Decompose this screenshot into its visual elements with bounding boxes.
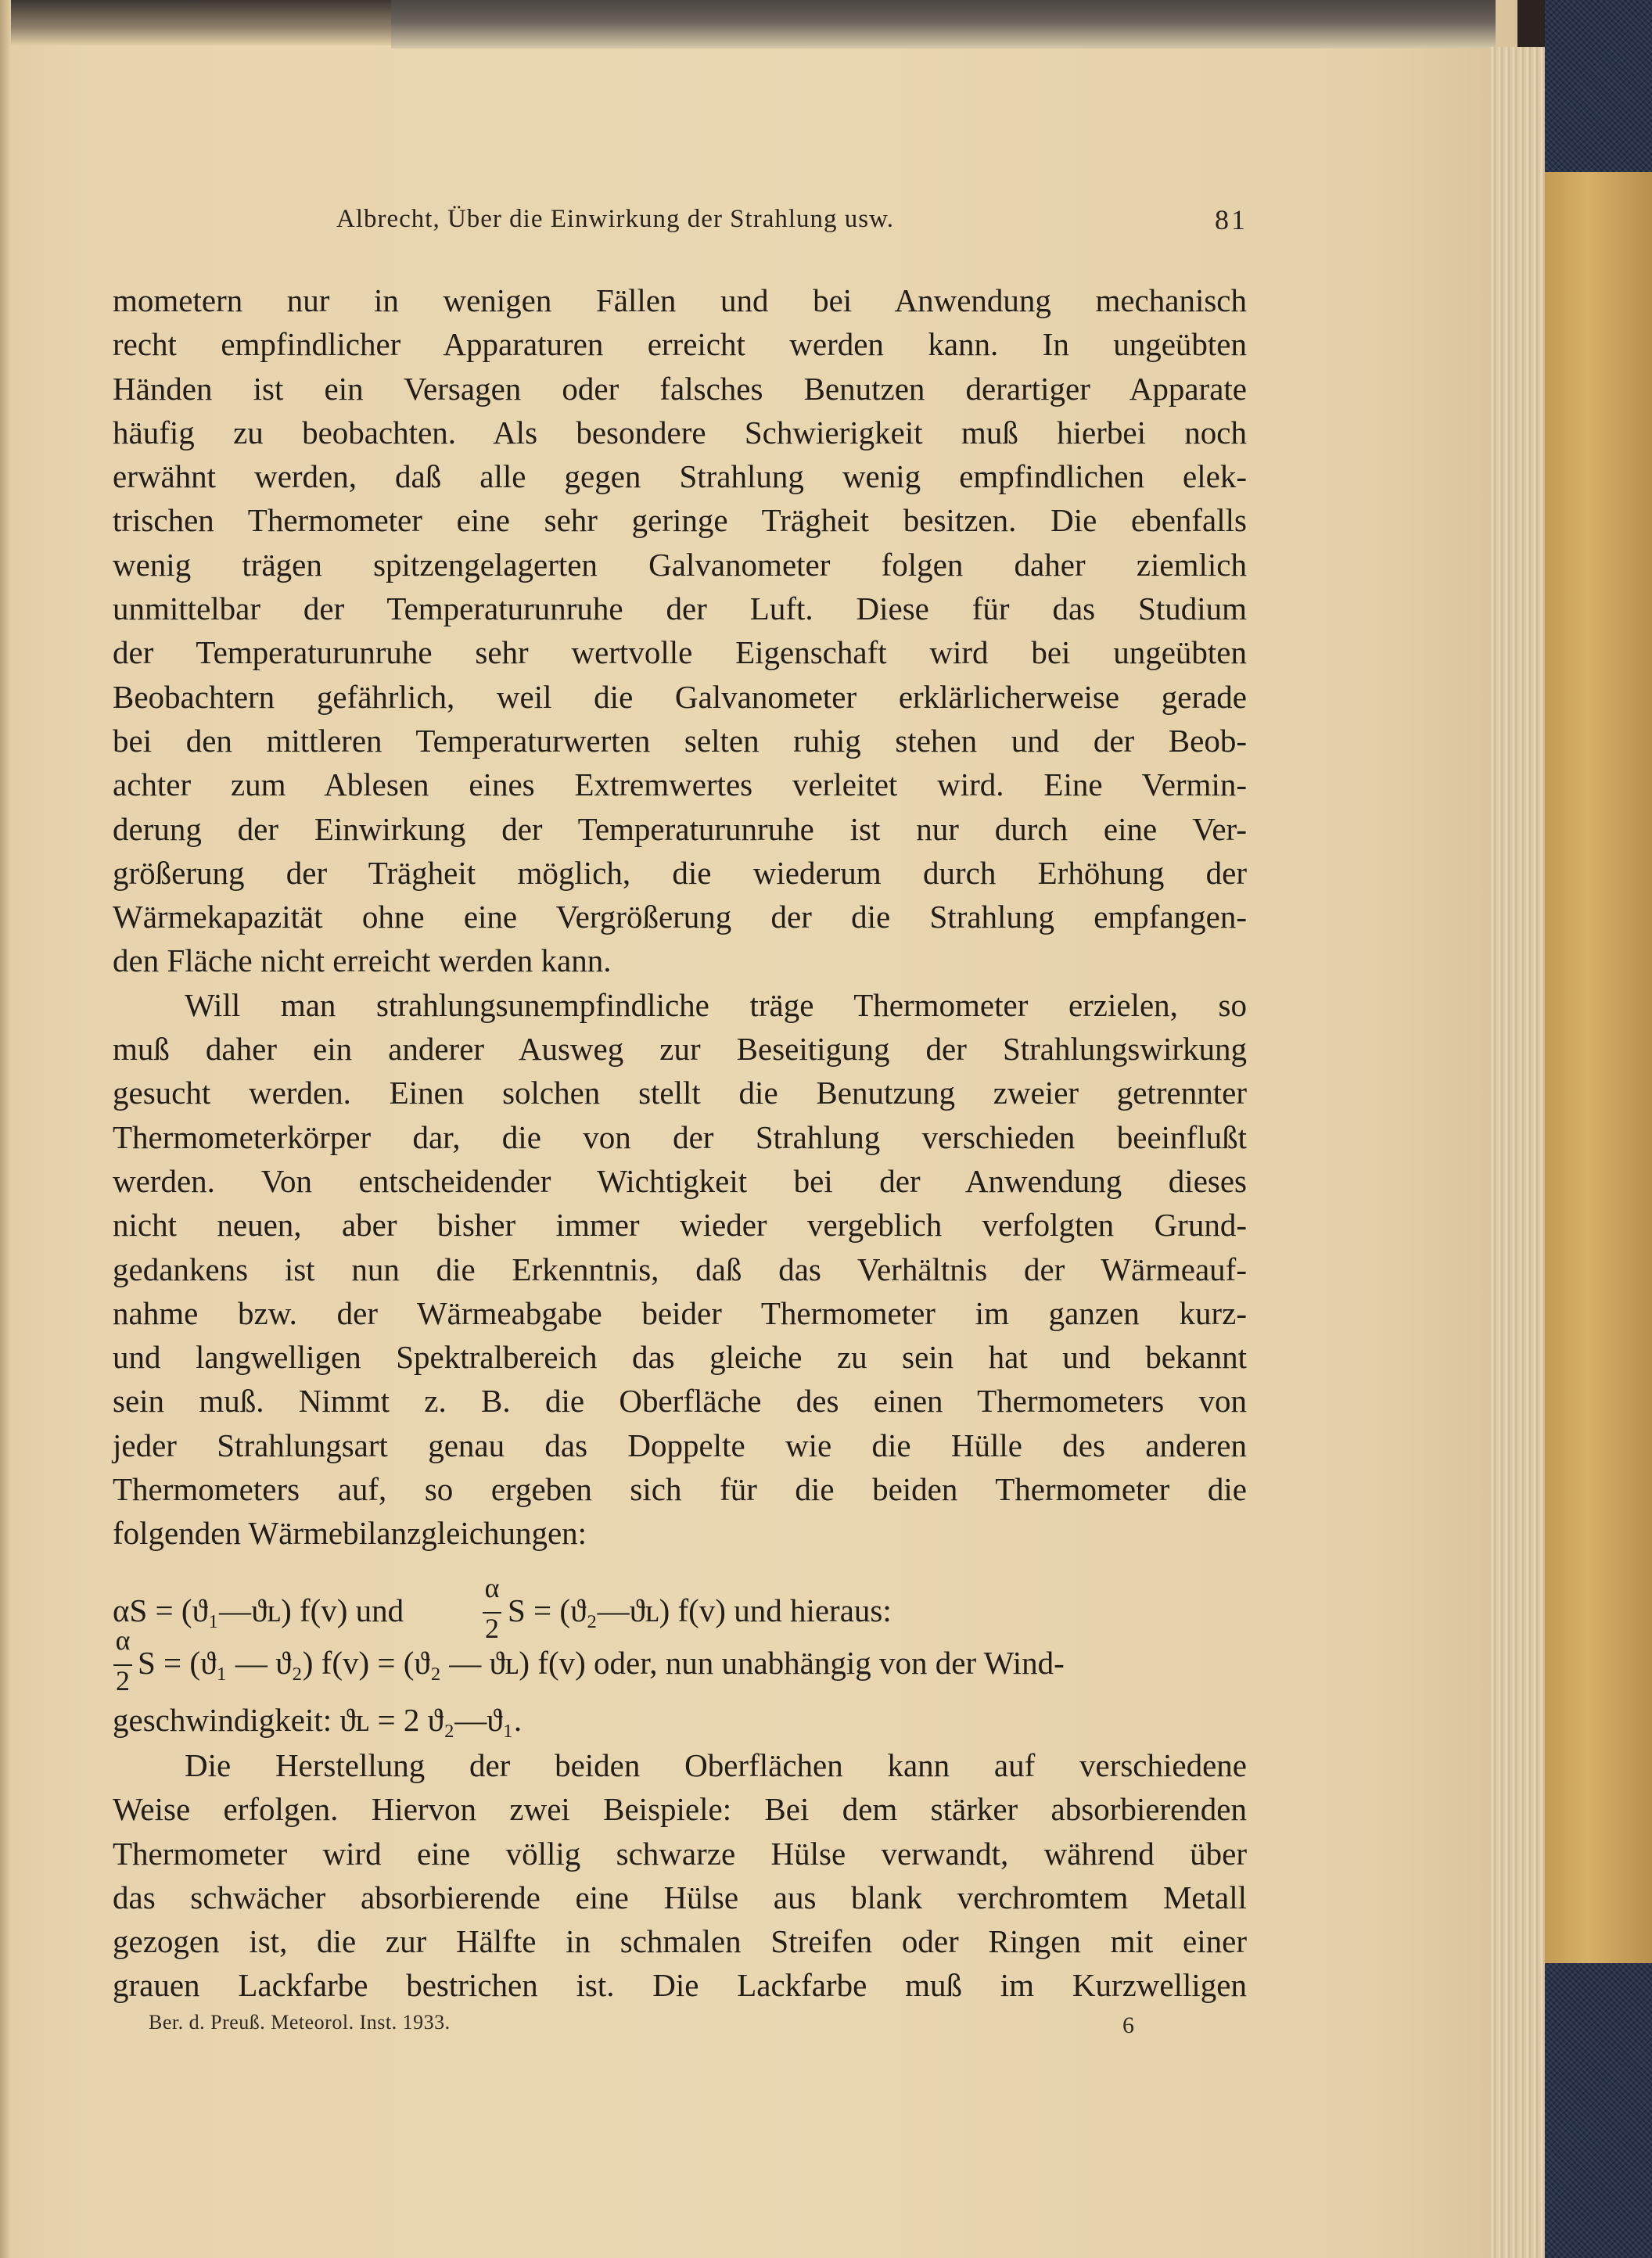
text-line: Thermometer wird eine völlig schwarze Hülse verwandt, während über	[113, 1835, 1247, 1872]
formula-2-fraction-denominator: 2	[116, 1665, 130, 1696]
text-line: mometern nur in wenigen Fällen und bei Anwendung mechanisch	[113, 282, 1247, 318]
text-line: sein muß. Nimmt z. B. die Oberfläche des einen Thermometers von	[113, 1383, 1247, 1420]
text-line: größerung der Trägheit möglich, die wiederum durch Erhöhung der	[113, 854, 1247, 891]
text-line: Beobachtern gefährlich, weil die Galvanometer erklärlicherweise gerade	[113, 678, 1247, 715]
scan-top-edge	[391, 0, 1496, 48]
text-line: und langwelligen Spektralbereich das gleiche zu sein hat und bekannt	[113, 1339, 1247, 1376]
page-left-edge	[0, 0, 11, 2258]
text-line: Die Herstellung der beiden Oberflächen kann auf verschiedene	[185, 1747, 1247, 1783]
formula-2-right: S = (ϑ₁ — ϑ₂) f(v) = (ϑ₂ — ϑʟ) f(v) oder, nun unabhängig von der Wind-	[138, 1645, 1065, 1681]
text-line: wenig trägen spitzengelagerten Galvanometer folgen daher ziemlich	[113, 546, 1247, 583]
text-line: häufig zu beobachten. Als besondere Schwierigkeit muß hierbei noch	[113, 414, 1247, 451]
text-line: derung der Einwirkung der Temperaturunruhe ist nur durch eine Ver-	[113, 810, 1247, 847]
formula-2-fraction-numerator: α	[115, 1624, 131, 1656]
text-line: das schwächer absorbierende eine Hülse aus blank verchromtem Metall	[113, 1879, 1247, 1915]
footer-citation: Ber. d. Preuß. Meteorol. Inst. 1933.	[149, 2011, 451, 2034]
formula-1-left: αS = (ϑ₁—ϑʟ) f(v) und	[113, 1592, 404, 1628]
paragraph-3	[113, 1743, 1247, 2008]
text-line: Wärmekapazität ohne eine Vergrößerung der die Strahlung empfangen-	[113, 899, 1247, 935]
formula-1-fraction-denominator: 2	[485, 1613, 499, 1644]
paragraph-2	[113, 983, 1247, 1556]
text-line: jeder Strahlungsart genau das Doppelte wie die Hülle des anderen	[113, 1427, 1247, 1463]
text-line: Thermometerkörper dar, die von der Strahlung verschieden beeinflußt	[113, 1118, 1247, 1155]
text-line: Weise erfolgen. Hiervon zwei Beispiele: Bei dem stärker absorbierenden	[113, 1791, 1247, 1828]
text-line: der Temperaturunruhe sehr wertvolle Eigenschaft wird bei ungeübten	[113, 634, 1247, 671]
text-line: Will man strahlungsunempfindliche träge Thermometer erzielen, so	[185, 986, 1247, 1023]
text-line: trischen Thermometer eine sehr geringe Trägheit besitzen. Die ebenfalls	[113, 502, 1247, 539]
page-stack-edge	[1490, 47, 1545, 2258]
text-line: gesucht werden. Einen solchen stellt die Benutzung zweier getrennter	[113, 1075, 1247, 1111]
page-number: 81	[1215, 204, 1248, 235]
text-line: werden. Von entscheidender Wichtigkeit bei der Anwendung dieses	[113, 1162, 1247, 1199]
running-header	[336, 205, 1248, 244]
text-line: nicht neuen, aber bisher immer wieder vergeblich verfolgten Grund-	[113, 1207, 1247, 1244]
body-text	[113, 278, 1247, 1556]
text-line: recht empfindlicher Apparaturen erreicht werden kann. In ungeübten	[113, 326, 1247, 363]
paragraph-1	[113, 278, 1247, 983]
scan-top-edge-left	[0, 0, 391, 45]
formula-2	[113, 1624, 1247, 1697]
text-line: erwähnt werden, daß alle gegen Strahlung wenig empfindlichen elek-	[113, 458, 1247, 495]
text-line: nahme bzw. der Wärmeabgabe beider Thermometer im ganzen kurz-	[113, 1294, 1247, 1331]
formula-1-fraction-numerator: α	[484, 1572, 500, 1603]
text-line: achter zum Ablesen eines Extremwertes verleitet wird. Eine Vermin-	[113, 766, 1247, 803]
text-line: gedankens ist nun die Erkenntnis, daß das Verhältnis der Wärmeauf-	[113, 1251, 1247, 1287]
formula-3	[113, 1701, 1247, 1745]
text-line: unmittelbar der Temperaturunruhe der Luft. Diese für das Studium	[113, 591, 1247, 627]
text-line: muß daher ein anderer Ausweg zur Beseitigung der Strahlungswirkung	[113, 1031, 1247, 1068]
text-line: den Fläche nicht erreicht werden kann.	[113, 942, 612, 979]
formula-1-right: S = (ϑ₂—ϑʟ) f(v) und hieraus:	[508, 1592, 892, 1628]
signature-mark: 6	[1122, 2012, 1134, 2038]
text-line: folgenden Wärmebilanzgleichungen:	[113, 1515, 587, 1552]
text-line: bei den mittleren Temperaturwerten selten ruhig stehen und der Beob-	[113, 722, 1247, 759]
running-title: Albrecht, Über die Einwirkung der Strahlung usw.	[336, 205, 895, 233]
book-cover-board	[1545, 172, 1652, 1963]
text-line: grauen Lackfarbe bestrichen ist. Die Lackfarbe muß im Kurzwelligen	[113, 1967, 1247, 2004]
text-line: gezogen ist, die zur Hälfte in schmalen Streifen oder Ringen mit einer	[113, 1923, 1247, 1960]
text-line: Thermometers auf, so ergeben sich für die beiden Thermometer die	[113, 1471, 1247, 1508]
formula-3-text: geschwindigkeit: ϑʟ = 2 ϑ₂—ϑ₁.	[113, 1702, 523, 1738]
text-line: Händen ist ein Versagen oder falsches Benutzen derartiger Apparate	[113, 370, 1247, 407]
